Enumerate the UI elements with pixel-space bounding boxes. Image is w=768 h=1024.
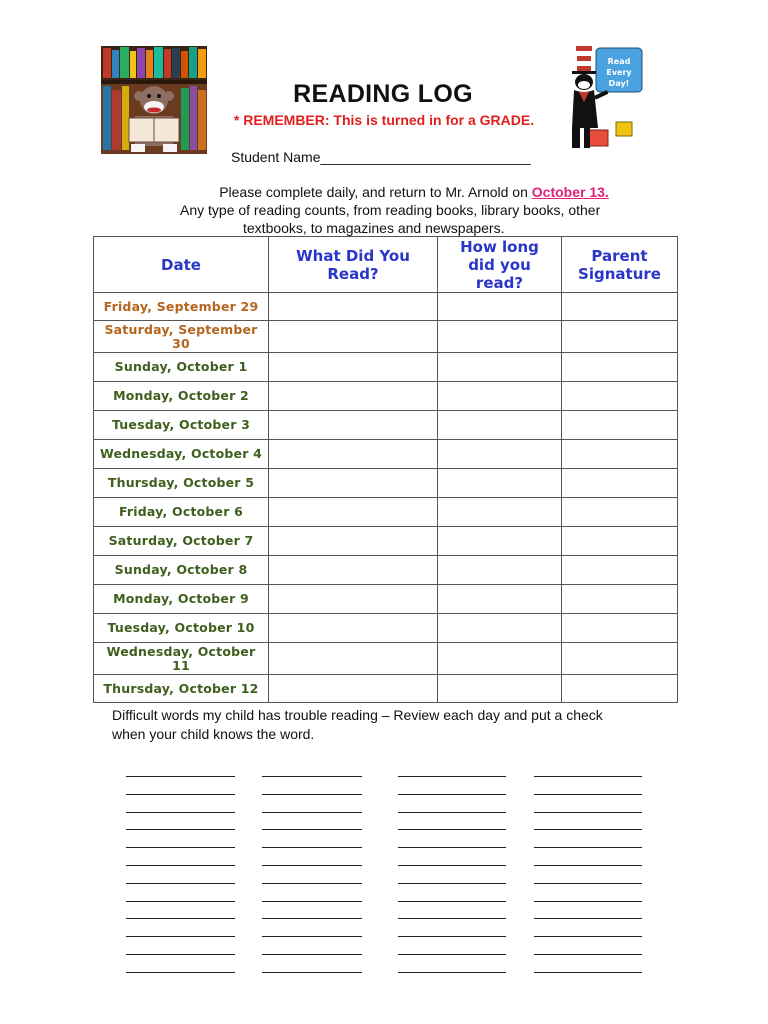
word-blank-line[interactable] [534,883,642,884]
date-cell: Friday, October 6 [94,498,269,527]
table-row [94,469,678,498]
what-read-cell[interactable] [269,321,438,353]
parent-signature-cell[interactable] [562,469,678,498]
how-long-cell[interactable] [438,411,562,440]
word-blank-line[interactable] [262,847,362,848]
parent-signature-cell[interactable] [562,411,678,440]
reading-log-table [93,236,678,703]
date-cell: Thursday, October 12 [94,675,269,703]
word-blank-line[interactable] [398,883,506,884]
page-title: READING LOG [293,80,473,108]
how-long-cell[interactable] [438,382,562,411]
table-row [94,321,678,353]
svg-text:Every: Every [606,68,632,77]
word-blank-line[interactable] [262,901,362,902]
word-blank-line[interactable] [398,954,506,955]
word-blank-line[interactable] [262,954,362,955]
what-read-cell[interactable] [269,440,438,469]
what-read-cell[interactable] [269,556,438,585]
table-row [94,353,678,382]
svg-text:Day!: Day! [608,79,630,88]
word-blank-line[interactable] [534,972,642,973]
parent-signature-cell[interactable] [562,321,678,353]
how-long-cell[interactable] [438,293,562,321]
word-blank-line[interactable] [126,776,235,777]
table-header-row [94,237,678,293]
what-read-cell[interactable] [269,382,438,411]
word-blank-line[interactable] [534,901,642,902]
what-read-cell[interactable] [269,675,438,703]
how-long-cell[interactable] [438,614,562,643]
table-row [94,527,678,556]
table-row [94,293,678,321]
header-parent-signature [562,237,678,293]
word-blank-line[interactable] [126,901,235,902]
header-what-read-label: What Did You Read? [296,246,410,283]
parent-signature-cell[interactable] [562,498,678,527]
how-long-cell[interactable] [438,556,562,585]
table-row [94,556,678,585]
instructions-line-1 [0,184,768,200]
date-cell: Saturday, September 30 [94,321,269,353]
parent-signature-cell[interactable] [562,614,678,643]
table-row [94,614,678,643]
word-blank-line[interactable] [126,954,235,955]
how-long-cell[interactable] [438,675,562,703]
word-blank-line[interactable] [262,918,362,919]
word-blank-line[interactable] [534,776,642,777]
word-blank-line[interactable] [262,812,362,813]
how-long-cell[interactable] [438,469,562,498]
word-blank-line[interactable] [126,936,235,937]
difficult-words-instructions-1: Difficult words my child has trouble reading – Review each day and put a check [112,707,603,723]
word-blank-line[interactable] [262,829,362,830]
word-blank-line[interactable] [262,794,362,795]
table-row [94,498,678,527]
how-long-cell[interactable] [438,527,562,556]
word-blank-line[interactable] [534,812,642,813]
parent-signature-cell[interactable] [562,382,678,411]
how-long-cell[interactable] [438,353,562,382]
parent-signature-cell[interactable] [562,556,678,585]
header-date: Date [94,237,269,293]
word-blank-line[interactable] [534,918,642,919]
word-blank-line[interactable] [126,918,235,919]
parent-signature-cell[interactable] [562,353,678,382]
date-cell: Monday, October 2 [94,382,269,411]
date-cell: Sunday, October 1 [94,353,269,382]
header-how-long-label: How long did you read? [460,237,539,292]
how-long-cell[interactable] [438,440,562,469]
word-blank-line[interactable] [398,847,506,848]
what-read-cell[interactable] [269,585,438,614]
word-blank-line[interactable] [398,865,506,866]
student-name-line: Student Name___________________________ [231,149,531,165]
instructions-line-3: textbooks, to magazines and newspapers. [243,220,505,236]
word-blank-line[interactable] [398,901,506,902]
word-blank-line[interactable] [126,847,235,848]
what-read-cell[interactable] [269,469,438,498]
word-blank-line[interactable] [534,865,642,866]
what-read-cell[interactable] [269,527,438,556]
word-blank-line[interactable] [398,936,506,937]
parent-signature-cell[interactable] [562,527,678,556]
due-date: October 13. [531,184,609,200]
date-cell: Saturday, October 7 [94,527,269,556]
word-blank-line[interactable] [534,847,642,848]
parent-signature-cell[interactable] [562,293,678,321]
instructions-text: Please complete daily, and return to Mr. Arnold on [219,184,532,200]
what-read-cell[interactable] [269,614,438,643]
table-row [94,585,678,614]
word-blank-line[interactable] [126,829,235,830]
how-long-cell[interactable] [438,585,562,614]
date-cell: Wednesday, October 4 [94,440,269,469]
word-blank-line[interactable] [398,918,506,919]
word-blank-line[interactable] [398,972,506,973]
date-cell: Friday, September 29 [94,293,269,321]
date-cell: Wednesday, October 11 [94,643,269,675]
word-blank-line[interactable] [534,936,642,937]
table-row [94,411,678,440]
word-blank-line[interactable] [126,972,235,973]
svg-text:Read: Read [607,57,631,66]
parent-signature-cell[interactable] [562,643,678,675]
header-how-long [438,237,562,293]
date-cell: Tuesday, October 3 [94,411,269,440]
table-row [94,440,678,469]
parent-signature-cell[interactable] [562,585,678,614]
word-blank-line[interactable] [534,954,642,955]
word-blank-line[interactable] [534,829,642,830]
word-blank-line[interactable] [398,794,506,795]
word-blank-line[interactable] [534,794,642,795]
how-long-cell[interactable] [438,498,562,527]
what-read-cell[interactable] [269,498,438,527]
word-blank-line[interactable] [398,812,506,813]
word-blank-line[interactable] [398,829,506,830]
word-blank-line[interactable] [262,972,362,973]
word-blank-line[interactable] [126,883,235,884]
date-cell: Sunday, October 8 [94,556,269,585]
word-blank-line[interactable] [398,776,506,777]
word-blank-line[interactable] [126,794,235,795]
date-cell: Thursday, October 5 [94,469,269,498]
parent-signature-cell[interactable] [562,675,678,703]
grade-reminder: * REMEMBER: This is turned in for a GRADE. [233,112,535,128]
parent-signature-cell[interactable] [562,440,678,469]
word-blank-line[interactable] [126,865,235,866]
word-blank-line[interactable] [262,936,362,937]
what-read-cell[interactable] [269,293,438,321]
table-row [94,382,678,411]
table-row [94,643,678,675]
what-read-cell[interactable] [269,411,438,440]
how-long-cell[interactable] [438,321,562,353]
date-cell: Monday, October 9 [94,585,269,614]
header-what-read [269,237,438,293]
header-parent-signature-label: Parent Signature [578,246,661,283]
difficult-words-instructions-2: when your child knows the word. [112,726,315,742]
word-blank-line[interactable] [126,812,235,813]
instructions-line-2: Any type of reading counts, from reading books, library books, other [180,202,601,218]
date-cell: Tuesday, October 10 [94,614,269,643]
table-row [94,675,678,703]
what-read-cell[interactable] [269,643,438,675]
word-blank-line[interactable] [262,883,362,884]
how-long-cell[interactable] [438,643,562,675]
word-blank-line[interactable] [262,776,362,777]
word-blank-line[interactable] [262,865,362,866]
what-read-cell[interactable] [269,353,438,382]
